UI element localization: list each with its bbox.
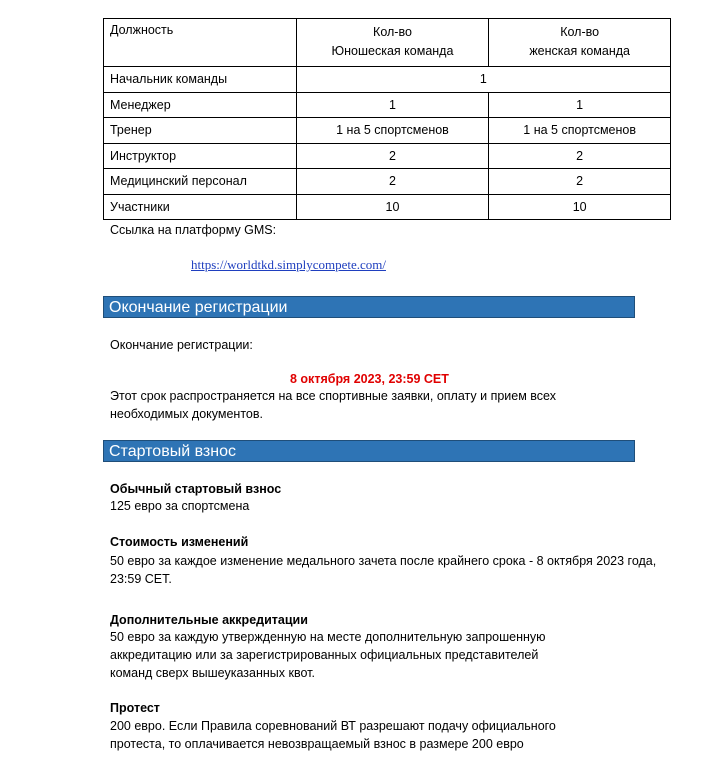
regular-fee-title: Обычный стартовый взнос: [110, 482, 282, 496]
registration-section-heading: Окончание регистрации: [103, 296, 635, 318]
header-youth-count: Кол-во: [373, 25, 412, 39]
accreditation-title: Дополнительные аккредитации: [110, 613, 308, 627]
registration-note-line2: необходимых документов.: [110, 407, 263, 421]
change-fee-line1: 50 евро за каждое изменение медального зачета после крайнего срока - 8 октября 2023 года,: [110, 554, 657, 568]
registration-deadline: 8 октября 2023, 23:59 CET: [290, 372, 449, 386]
row-label: Менеджер: [104, 92, 297, 118]
fee-section-heading: Стартовый взнос: [103, 440, 635, 462]
row-female-value: 2: [489, 143, 671, 169]
table-header-row: [104, 19, 671, 67]
protest-title: Протест: [110, 701, 160, 715]
row-youth-value: 2: [296, 143, 489, 169]
gms-label: Ссылка на платформу GMS:: [110, 223, 277, 237]
row-female-value: 2: [489, 169, 671, 195]
header-female-count: Кол-во: [560, 25, 600, 39]
change-fee-line2: 23:59 CET.: [110, 572, 172, 586]
gms-link[interactable]: https://worldtkd.simplycompete.com/: [191, 257, 386, 272]
table-row: [104, 194, 671, 220]
row-label: Начальник команды: [104, 67, 297, 93]
row-label: Тренер: [104, 118, 297, 144]
header-female-team: женская команда: [529, 44, 630, 58]
protest-line1: 200 евро. Если Правила соревнований ВТ разрешают подачу официального: [110, 719, 556, 733]
change-fee-title: Стоимость изменений: [110, 535, 249, 549]
header-youth-team: Юношеская команда: [331, 44, 454, 58]
header-position: Должность: [104, 19, 297, 67]
header-youth: [296, 19, 489, 67]
accreditation-line3: команд сверх вышеуказанных квот.: [110, 666, 315, 680]
row-female-value: 10: [489, 194, 671, 220]
protest-line2: протеста, то оплачивается невозвращаемый взнос в размере 200 евро: [110, 737, 524, 751]
table-row: [104, 143, 671, 169]
table-row: [104, 118, 671, 144]
accreditation-line1: 50 евро за каждую утвержденную на месте дополнительную запрошенную: [110, 630, 546, 644]
staff-quota-table: [103, 18, 671, 220]
header-female: [489, 19, 671, 67]
table-row: [104, 169, 671, 195]
accreditation-line2: аккредитацию или за зарегистрированных официальных представителей: [110, 648, 539, 662]
row-youth-value: 10: [296, 194, 489, 220]
row-youth-value: 1 на 5 спортсменов: [296, 118, 489, 144]
registration-note-line1: Этот срок распространяется на все спортивные заявки, оплату и прием всех: [110, 389, 556, 403]
row-female-value: 1: [489, 92, 671, 118]
row-female-value: 1 на 5 спортсменов: [489, 118, 671, 144]
regular-fee-text: 125 евро за спортсмена: [110, 499, 250, 513]
row-youth-value: 2: [296, 169, 489, 195]
registration-intro: Окончание регистрации:: [110, 338, 253, 352]
table-row: [104, 92, 671, 118]
row-label: Участники: [104, 194, 297, 220]
row-merged-value: 1: [296, 67, 670, 93]
row-label: Инструктор: [104, 143, 297, 169]
table-row: [104, 67, 671, 93]
row-label: Медицинский персонал: [104, 169, 297, 195]
row-youth-value: 1: [296, 92, 489, 118]
